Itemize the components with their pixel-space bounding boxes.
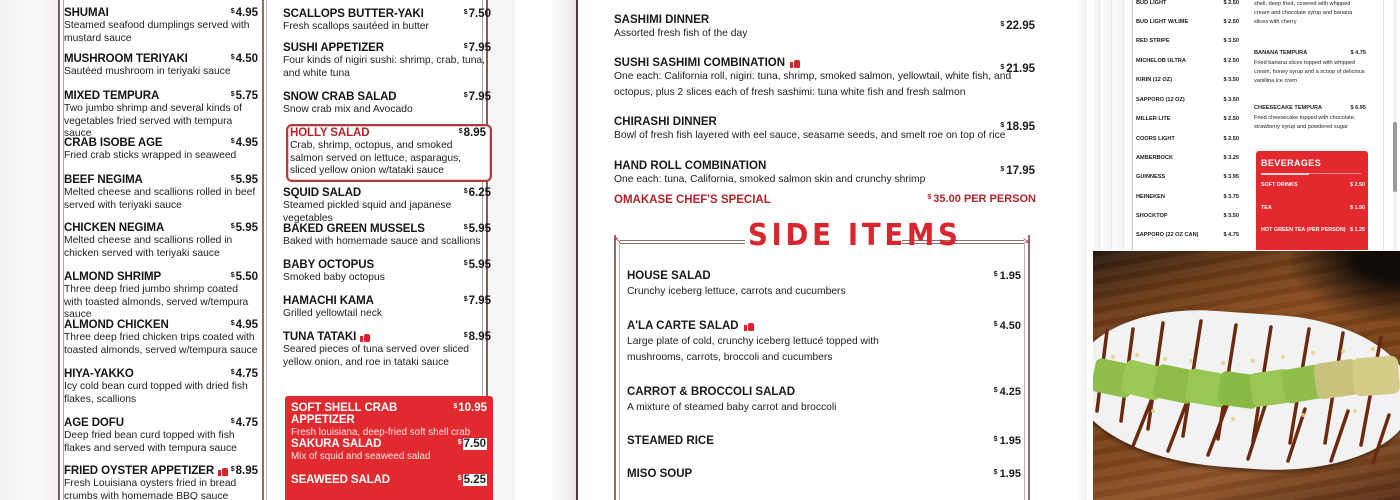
- item-name: SUSHI APPETIZER: [283, 42, 384, 54]
- section-title: SIDE ITEMS: [748, 218, 962, 253]
- item-price: $ 1.95: [993, 468, 1021, 480]
- menu-item: [64, 222, 258, 260]
- menu-item: [64, 7, 258, 45]
- item-price: $8.95: [230, 465, 258, 477]
- beer-item: BUD LIGHT W/LIME $ 2.50: [1136, 19, 1239, 25]
- menu-item: [64, 90, 258, 141]
- item-description: Seared pieces of tuna served over sliced yellow onion, and roe in tataki sauce: [283, 344, 470, 368]
- item-description: Sautéed mushroom in teriyaki sauce: [64, 66, 231, 77]
- item-description: Four kinds of nigiri sushi: shrimp, crab, tuna, and white tuna: [283, 55, 486, 79]
- menu-item: [291, 402, 487, 440]
- dinner-item: [614, 14, 1035, 42]
- item-description: Mix of squid and seaweed salad: [291, 451, 431, 462]
- item-description: Snow crab mix and Avocado: [283, 104, 413, 115]
- dinner-item: [614, 160, 1035, 188]
- menu-item: [64, 319, 258, 357]
- item-price: $5.75: [230, 90, 258, 102]
- item-price: $ 18.95: [1000, 121, 1035, 133]
- beverages-box: [1256, 151, 1368, 250]
- item-description: Bowl of fresh fish layered with eel sauce, seasame seeds, and smelt roe on top of rice: [614, 130, 1006, 141]
- column-divider: [262, 0, 264, 500]
- dessert-item: [1254, 105, 1366, 132]
- item-price: $4.50: [230, 53, 258, 65]
- page-edge: [1077, 0, 1087, 500]
- item-description: Fresh louisiana, deep-fried soft shell crab: [291, 427, 471, 438]
- item-name: HOUSE SALAD: [627, 270, 711, 282]
- dinner-menu-page: [550, 0, 1087, 500]
- item-name: A'LA CARTE SALAD: [627, 320, 1021, 332]
- beer-item: HEINEKEN $ 3.75: [1136, 194, 1239, 200]
- item-name: HOLLY SALAD: [290, 127, 370, 139]
- sushi-roll-image: [1093, 311, 1400, 481]
- item-description: shell, deep fried, covered with whipped cream and chocolate syrup and banana slices with cherry: [1254, 1, 1353, 25]
- page-stack-edge: [1094, 0, 1134, 250]
- thumbs-up-icon: [218, 466, 228, 476]
- beer-item: SHOCKTOP $ 3.50: [1136, 213, 1239, 219]
- item-name: STEAMED RICE: [627, 435, 714, 447]
- item-price: $8.95: [458, 127, 486, 139]
- menu-item: [283, 91, 491, 117]
- item-name: BABY OCTOPUS: [283, 259, 375, 271]
- item-price: $ 4.50: [993, 320, 1021, 332]
- item-price: $4.95: [230, 7, 258, 19]
- item-description: Melted cheese and scallions rolled in beef served with teriyaki sauce: [64, 187, 256, 211]
- item-description: Smoked baby octopus: [283, 272, 385, 283]
- thumbs-up-icon: [790, 58, 800, 68]
- side-item: [627, 386, 1021, 416]
- item-name: AGE DOFU: [64, 417, 124, 429]
- section-title: BEVERAGES: [1261, 158, 1322, 168]
- beer-item: MILLER LITE $ 2.50: [1136, 116, 1239, 122]
- item-price: $5.95: [230, 174, 258, 186]
- corner-ornament-icon: ↖: [614, 235, 622, 245]
- item-description: Steamed pickled squid and japanese vegetables: [283, 200, 452, 224]
- item-name: SHUMAI: [64, 7, 109, 19]
- beer-item: MICHELOB ULTRA $ 2.50: [1136, 58, 1239, 64]
- menu-item: [291, 474, 487, 486]
- beer-item: SAPPORO (12 OZ) $ 3.50: [1136, 97, 1239, 103]
- menu-item: [283, 331, 491, 369]
- menu-item: [64, 417, 258, 455]
- item-name: ALMOND SHRIMP: [64, 271, 162, 283]
- menu-item: [283, 295, 491, 321]
- item-price: $5.50: [230, 271, 258, 283]
- item-price: $ 1.95: [993, 435, 1021, 447]
- item-description: Large plate of cold, crunchy iceberg lettucé topped with mushrooms, carrots, broccoli and cucumbers: [627, 336, 879, 363]
- page-edge: [550, 0, 576, 500]
- item-name: MIXED TEMPURA: [64, 90, 160, 102]
- item-description: Baked with homemade sauce and scallions: [283, 236, 481, 247]
- item-name: SNOW CRAB SALAD: [283, 91, 397, 103]
- item-name: MUSHROOM TERIYAKI: [64, 53, 188, 65]
- item-description: Melted cheese and scallions rolled in chicken served with teriyaki sauce: [64, 235, 233, 259]
- page-edge: [0, 0, 58, 500]
- item-description: Three deep fried chicken trips coated with toasted almonds, served w/tempura sauce: [64, 332, 258, 356]
- item-name: HAND ROLL COMBINATION: [614, 160, 767, 172]
- item-name: SASHIMI DINNER: [614, 14, 710, 26]
- thumbs-up-icon: [360, 332, 370, 342]
- item-name: SQUID SALAD: [283, 187, 362, 199]
- item-description: One each: California roll, nigiri: tuna, shrimp, smoked salmon, yellowtail, white fish, and octopus, plus 2 slices each of fresh sashimi: tuna white fish and fresh salmon: [614, 71, 1012, 98]
- item-name: SAKURA SALAD: [291, 438, 382, 450]
- item-price: $10.95: [453, 402, 487, 414]
- beer-item: RED STRIPE $ 3.50: [1136, 38, 1239, 44]
- dessert-item: [1254, 50, 1366, 86]
- menu-item: [283, 259, 491, 285]
- title-underline: [1309, 173, 1361, 174]
- menu-item: [64, 368, 258, 406]
- item-price: $4.95: [230, 319, 258, 331]
- item-price: $4.75: [230, 417, 258, 429]
- item-price: $7.95: [463, 91, 491, 103]
- item-description: Grilled yellowtail neck: [283, 308, 383, 319]
- item-price: $5.95: [230, 222, 258, 234]
- menu-item: [64, 137, 258, 163]
- item-name: SEAWEED SALAD: [291, 474, 391, 486]
- item-price: $8.95: [463, 331, 491, 343]
- beer-item: KIRIN (12 OZ) $ 3.50: [1136, 77, 1239, 83]
- beverage-item: HOT GREEN TEA (PER PERSON) $ 1.25: [1261, 227, 1365, 233]
- item-name: SCALLOPS BUTTER-YAKI: [283, 8, 424, 20]
- item-description: Steamed seafood dumplings served with mustard sauce: [64, 20, 250, 44]
- beverage-item: SOFT DRINKS $ 2.50: [1261, 182, 1365, 188]
- item-name: SUSHI SASHIMI COMBINATION: [614, 57, 1035, 69]
- menu-item: [283, 187, 491, 225]
- beer-item: COORS LIGHT $ 2.50: [1136, 136, 1239, 142]
- menu-item: [283, 223, 491, 249]
- item-price: $7.95: [463, 42, 491, 54]
- menu-item: [64, 174, 258, 212]
- dessert-menu-page: [1244, 0, 1400, 250]
- item-name: SOFT SHELL CRAB APPETIZER: [291, 402, 398, 426]
- item-description: Fried crab sticks wrapped in seaweed: [64, 150, 237, 161]
- specials-red-box: [285, 396, 493, 500]
- item-description: Assorted fresh fish of the day: [614, 28, 748, 39]
- item-description: Deep fried bean curd topped with fish flakes and served with tempura sauce: [64, 430, 237, 454]
- item-price: $ 1.95: [993, 270, 1021, 282]
- side-item: [627, 270, 1021, 300]
- item-name: CRAB ISOBE AGE: [64, 137, 163, 149]
- item-price: $4.75: [230, 368, 258, 380]
- title-underline: [1261, 173, 1309, 175]
- item-name: FRIED OYSTER APPETIZER: [64, 465, 228, 477]
- omakase-special: [614, 190, 1036, 208]
- item-price: $ 21.95: [1000, 63, 1035, 75]
- item-description: Crunchy iceberg lettuce, carrots and cucumbers: [627, 286, 846, 297]
- dinner-item: [614, 57, 1035, 101]
- item-description: Crab, shrimp, octopus, and smoked salmon served on lettuce, asparagus, sliced yellow onion w/tataki sauce: [290, 140, 462, 176]
- page-edge: [1383, 0, 1384, 250]
- dinner-item: [614, 116, 1035, 144]
- corner-ornament-icon: ↘: [1022, 235, 1030, 245]
- item-name: HAMACHI KAMA: [283, 295, 374, 307]
- item-price: $5.95: [463, 259, 491, 271]
- item-description: Fresh Louisiana oysters fried in bread crumbs with homemade BBQ sauce: [64, 478, 237, 500]
- item-price: $6.25: [463, 187, 491, 199]
- menu-item: [64, 465, 258, 500]
- menu-item: [291, 438, 487, 464]
- appetizer-menu-page: [0, 0, 515, 500]
- menu-item-highlighted: [290, 127, 486, 178]
- beer-item: GUINNESS $ 3.95: [1136, 174, 1239, 180]
- item-name: CARROT & BROCCOLI SALAD: [627, 386, 796, 398]
- item-name: MISO SOUP: [627, 468, 693, 480]
- side-item: [627, 468, 1021, 480]
- item-description: Three deep fried jumbo shrimp coated with toasted almonds, served w/tempura sauce: [64, 284, 249, 320]
- item-price: $7.50: [463, 8, 491, 20]
- dessert-item-partial: [1254, 0, 1366, 27]
- item-name: HIYA-YAKKO: [64, 368, 134, 380]
- sushi-photo: [1093, 251, 1400, 500]
- item-name: CHIRASHI DINNER: [614, 116, 717, 128]
- item-name: CHICKEN NEGIMA: [64, 222, 165, 234]
- item-description: Two jumbo shrimp and several kinds of vegetables fried served with tempura sauce: [64, 103, 242, 139]
- title-rule-left: [620, 240, 745, 244]
- omakase-price: $ 35.00 PER PERSON: [927, 193, 1036, 205]
- side-item: [627, 435, 1021, 447]
- item-name: BEEF NEGIMA: [64, 174, 143, 186]
- beer-list-page: [1094, 0, 1244, 250]
- omakase-label: OMAKASE CHEF'S SPECIAL: [614, 194, 771, 206]
- beer-item: BUD LIGHT $ 2.50: [1136, 0, 1239, 6]
- beer-item: AMBERBOCK $ 3.25: [1136, 155, 1239, 161]
- item-price: $7.95: [463, 295, 491, 307]
- item-description: Fresh scallops sautéed in butter: [283, 21, 429, 32]
- item-price: $ 17.95: [1000, 165, 1035, 177]
- item-description: Icy cold bean curd topped with dried fish flakes, scallions: [64, 381, 248, 405]
- item-description: One each: tuna, California, smoked salmon skin and crunchy shrimp: [614, 174, 926, 185]
- item-price: $ 5.25: [457, 474, 486, 486]
- item-description: Fried cheesecake topped with chocolate, strawberry syrup and powdered sugar: [1254, 115, 1356, 130]
- item-name: ALMOND CHICKEN: [64, 319, 169, 331]
- menu-item: [283, 8, 491, 34]
- thumbs-up-icon: [744, 321, 754, 331]
- item-name: BANANA TEMPURA $ 4.75: [1254, 50, 1366, 56]
- menu-item: [64, 53, 258, 79]
- item-name: CHEESECAKE TEMPURA $ 6.95: [1254, 105, 1366, 111]
- item-price: $ 7.50: [457, 438, 486, 450]
- item-price: $ 22.95: [1000, 20, 1035, 32]
- side-item: [627, 320, 1021, 366]
- menu-item: [283, 42, 491, 80]
- beverage-item: TEA $ 1.50: [1261, 205, 1365, 211]
- item-price: $4.95: [230, 137, 258, 149]
- item-name: TUNA TATAKI: [283, 331, 370, 343]
- item-price: $ 4.25: [993, 386, 1021, 398]
- item-description: A mixture of steamed baby carrot and broccoli: [627, 402, 837, 413]
- beer-item: SAPPORO (22 OZ CAN) $ 4.75: [1136, 232, 1239, 238]
- scrollbar-thumb[interactable]: [1393, 122, 1397, 192]
- item-price: $5.95: [463, 223, 491, 235]
- menu-item: [64, 271, 258, 322]
- item-name: BAKED GREEN MUSSELS: [283, 223, 425, 235]
- item-description: Fried banana slices topped with whipped cream, honey syrup and a scoop of delicious vanillina ice crem: [1254, 60, 1365, 84]
